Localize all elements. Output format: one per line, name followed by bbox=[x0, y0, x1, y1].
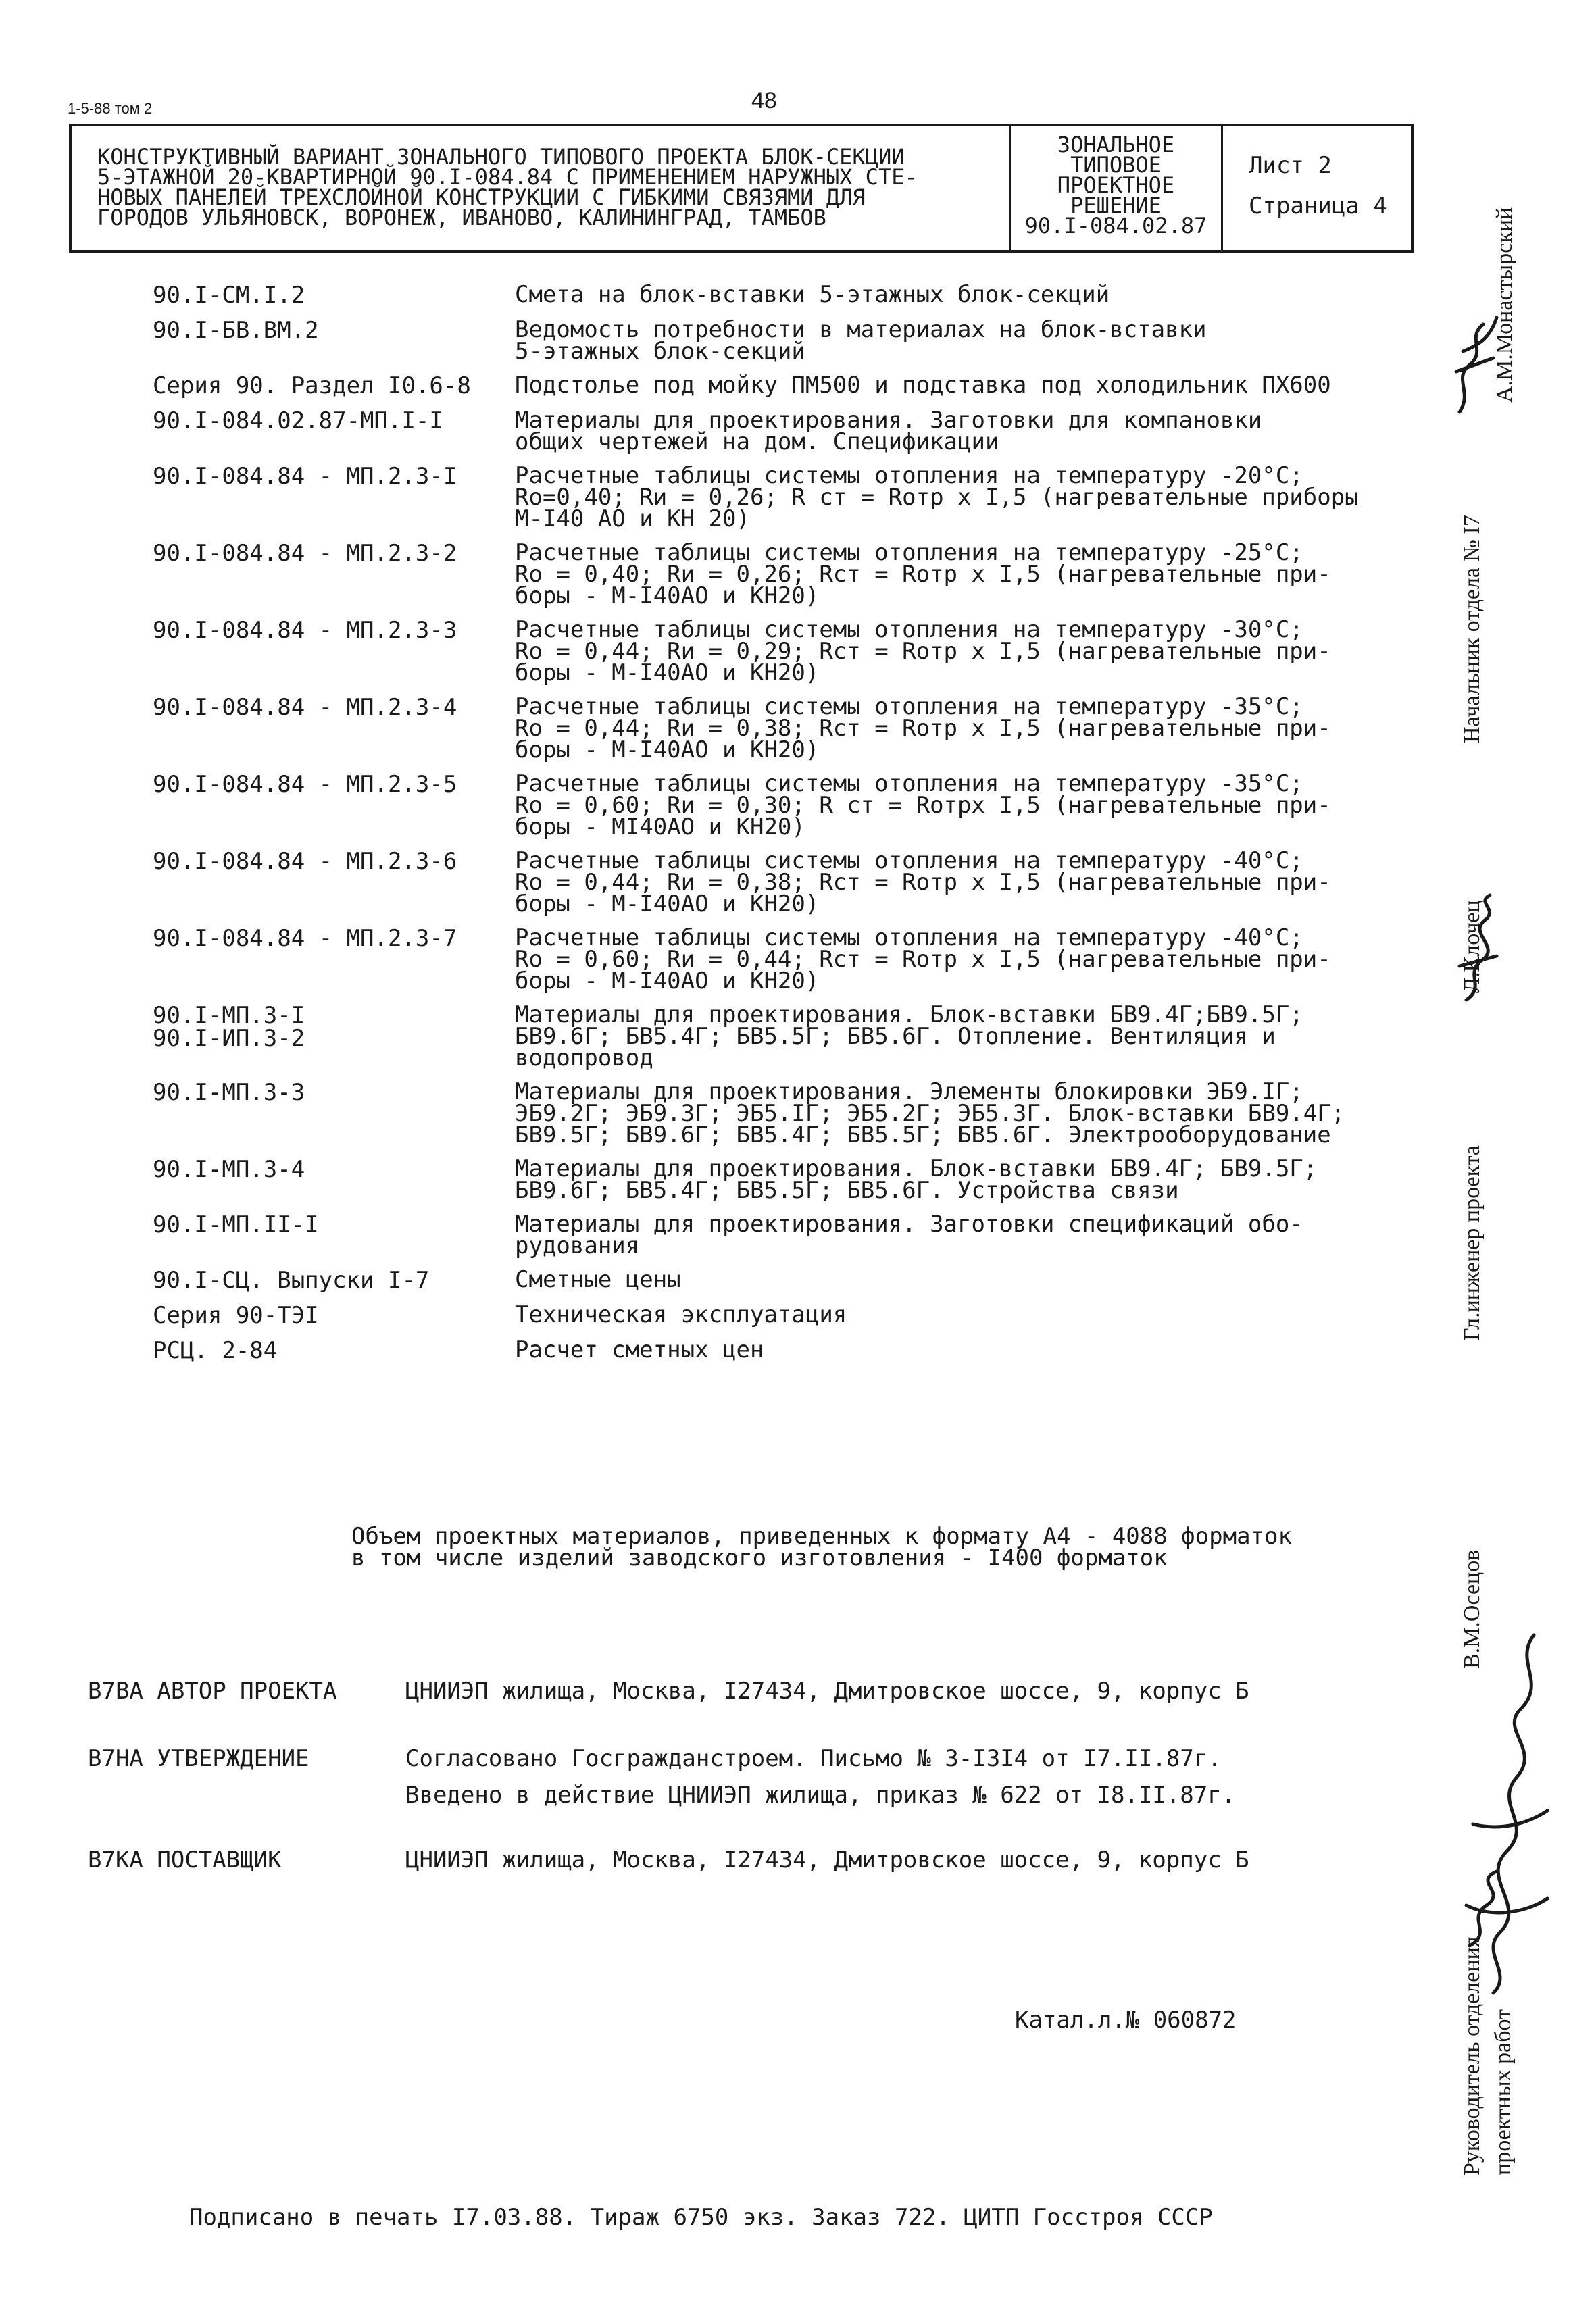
signer-role: Гл.инженер проекта bbox=[1460, 1145, 1485, 1341]
document-code: Серия 90-ТЭI bbox=[153, 1302, 319, 1329]
description-line: боры - М-I40АО и КН20) bbox=[515, 659, 820, 686]
list-item bbox=[153, 281, 1382, 309]
signature-icon bbox=[1453, 892, 1507, 1007]
list-item bbox=[153, 1078, 1382, 1149]
description-line: рудования bbox=[515, 1232, 640, 1259]
title-line: НОВЫХ ПАНЕЛЕЙ ТРЕХСЛОЙНОЙ КОНСТРУКЦИИ С ГИБКИМИ СВЯЗЯМИ ДЛЯ bbox=[97, 184, 866, 210]
print-footer: Подписано в печать I7.03.88. Тираж 6750 экз. Заказ 722. ЦИТП Госстроя СССР bbox=[189, 2204, 1213, 2231]
signer-role: проектных работ bbox=[1491, 2009, 1516, 2175]
description-line: Расчетные таблицы системы отопления на температуру -20°С; bbox=[515, 462, 1303, 489]
author-value: ЦНИИЭП жилища, Москва, I27434, Дмитровское шоссе, 9, корпус Б bbox=[405, 1678, 1249, 1705]
document-description bbox=[515, 374, 1382, 397]
description-line: Ro = 0,60; Rи = 0,30; R ст = Rотрx I,5 (нагревательные при- bbox=[515, 792, 1331, 819]
document-code: 90.I-084.84 - МП.2.3-3 bbox=[153, 617, 457, 644]
description-line: Расчетные таблицы системы отопления на температуру -30°С; bbox=[515, 616, 1303, 643]
description-line: Ro = 0,40; Rи = 0,26; Rст = Rотр x I,5 (нагревательные при- bbox=[515, 561, 1331, 588]
code-line: ЗОНАЛЬНОЕ bbox=[1057, 132, 1175, 157]
document-description bbox=[515, 1213, 1382, 1257]
description-line: БВ9.6Г; БВ5.4Г; БВ5.5Г; БВ5.6Г. Устройства связи bbox=[515, 1177, 1179, 1204]
volume-line: Объем проектных материалов, приведенных к формату А4 - 4088 форматок bbox=[351, 1523, 1292, 1550]
supplier-value: ЦНИИЭП жилища, Москва, I27434, Дмитровское шоссе, 9, корпус Б bbox=[405, 1846, 1249, 1873]
signature-icon bbox=[1460, 1865, 1514, 1953]
description-line: БВ9.6Г; БВ5.4Г; БВ5.5Г; БВ5.6Г. Отопление. Вентиляция и bbox=[515, 1023, 1276, 1050]
supplier-label: В7КА ПОСТАВЩИК bbox=[88, 1846, 282, 1873]
list-item bbox=[153, 693, 1382, 763]
list-item bbox=[153, 1213, 1382, 1257]
volume-reference: 1-5-88 том 2 bbox=[68, 100, 153, 117]
document-description bbox=[515, 616, 1382, 686]
document-description bbox=[515, 1155, 1382, 1204]
signer-name: В.М.Осецов bbox=[1460, 1549, 1485, 1669]
document-code: 90.I-084.84 - МП.2.3-2 bbox=[153, 540, 457, 567]
list-item bbox=[153, 409, 1382, 453]
list-item bbox=[153, 1155, 1382, 1204]
author-label: В7ВА АВТОР ПРОЕКТА bbox=[88, 1678, 337, 1705]
description-line: общих чертежей на дом. Спецификации bbox=[515, 428, 999, 455]
project-code bbox=[1011, 126, 1223, 250]
document-description bbox=[515, 281, 1382, 308]
description-line: Подстолье под мойку ПМ500 и подставка под холодильник ПХ600 bbox=[515, 372, 1331, 399]
description-line: Ro=0,40; Rи = 0,26; R ст = Rотр x I,5 (нагревательные приборы bbox=[515, 484, 1359, 511]
list-item bbox=[153, 1301, 1382, 1329]
code-line: ПРОЕКТНОЕ bbox=[1057, 172, 1175, 198]
description-line: ЭБ9.2Г; ЭБ9.3Г; ЭБ5.IГ; ЭБ5.2Г; ЭБ5.3Г. Блок-вставки БВ9.4Г; bbox=[515, 1100, 1345, 1127]
description-line: М-I40 АО и КН 20) bbox=[515, 505, 750, 532]
list-item bbox=[153, 847, 1382, 917]
description-line: Расчет сметных цен bbox=[515, 1336, 764, 1363]
approval-value: Согласовано Госгражданстроем. Письмо № 3-I3I4 от I7.II.87г. bbox=[405, 1745, 1222, 1772]
volume-line: в том числе изделий заводского изготовления - I400 форматок bbox=[351, 1544, 1168, 1571]
sheet-number: Лист 2 bbox=[1249, 152, 1332, 179]
document-code: Серия 90. Раздел I0.6-8 bbox=[153, 372, 471, 399]
description-line: Расчетные таблицы системы отопления на температуру -40°С; bbox=[515, 924, 1303, 951]
description-line: Ro = 0,44; Rи = 0,38; Rст = Rотр x I,5 (нагревательные при- bbox=[515, 869, 1331, 896]
document-description bbox=[515, 693, 1382, 763]
sheet-info bbox=[1223, 126, 1411, 250]
document-code: 90.I-СЦ. Выпуски I-7 bbox=[153, 1267, 430, 1294]
list-item bbox=[153, 539, 1382, 609]
description-line: водопровод bbox=[515, 1045, 653, 1072]
catalog-number: Катал.л.№ 060872 bbox=[1015, 2007, 1237, 2034]
document-description bbox=[515, 1266, 1382, 1293]
list-item bbox=[153, 1336, 1382, 1364]
description-line: Ro = 0,44; Rи = 0,38; Rст = Rотр x I,5 (нагревательные при- bbox=[515, 715, 1331, 742]
document-description bbox=[515, 462, 1382, 532]
list-item bbox=[153, 1266, 1382, 1294]
description-line: боры - МI40АО и КН20) bbox=[515, 813, 805, 840]
description-line: БВ9.5Г; БВ9.6Г; БВ5.4Г; БВ5.5Г; БВ5.6Г. Электрооборудование bbox=[515, 1122, 1331, 1149]
page-label: Страница 4 bbox=[1249, 193, 1387, 220]
document-description bbox=[515, 770, 1382, 840]
document-description bbox=[515, 847, 1382, 917]
title-line: ГОРОДОВ УЛЬЯНОВСК, ВОРОНЕЖ, ИВАНОВО, КАЛИНИНГРАД, ТАМБОВ bbox=[97, 205, 826, 230]
document-code: 90.I-МП.II-I bbox=[153, 1211, 319, 1238]
document-code: 90.I-084.84 - МП.2.3-6 bbox=[153, 848, 457, 875]
description-line: боры - М-I40АО и КН20) bbox=[515, 736, 820, 763]
project-title bbox=[72, 126, 1011, 250]
description-line: 5-этажных блок-секций bbox=[515, 338, 805, 365]
description-line: боры - М-I40АО и КН20) bbox=[515, 582, 820, 609]
description-line: Материалы для проектирования. Блок-вставки БВ9.4Г;БВ9.5Г; bbox=[515, 1001, 1303, 1028]
document-code: 90.I-МП.3-4 bbox=[153, 1156, 305, 1183]
title-line: КОНСТРУКТИВНЫЙ ВАРИАНТ ЗОНАЛЬНОГО ТИПОВОГО ПРОЕКТА БЛОК-СЕКЦИИ bbox=[97, 144, 905, 170]
document-description bbox=[515, 1301, 1382, 1328]
signature-icon bbox=[1446, 311, 1507, 419]
list-item bbox=[153, 770, 1382, 840]
document-description bbox=[515, 1336, 1382, 1363]
document-description bbox=[515, 1078, 1382, 1149]
document-list bbox=[153, 281, 1382, 1374]
document-code: 90.I-084.84 - МП.2.3-I bbox=[153, 463, 457, 490]
title-block bbox=[69, 124, 1414, 253]
document-description bbox=[515, 1001, 1382, 1072]
description-line: Расчетные таблицы системы отопления на температуру -35°С; bbox=[515, 770, 1303, 797]
list-item bbox=[153, 462, 1382, 532]
signer-name: Л.Клочец bbox=[1460, 900, 1485, 993]
description-line: боры - М-I40АО и КН20) bbox=[515, 967, 820, 995]
signer-role: Руководитель отделения bbox=[1460, 1936, 1485, 2175]
document-code: 90.I-084.02.87-МП.I-I bbox=[153, 407, 443, 434]
document-code: 90.I-084.84 - МП.2.3-5 bbox=[153, 771, 457, 798]
description-line: Смета на блок-вставки 5-этажных блок-секций bbox=[515, 281, 1110, 308]
list-item bbox=[153, 316, 1382, 365]
document-description bbox=[515, 924, 1382, 995]
volume-note bbox=[351, 1523, 1292, 1571]
document-code: 90.I-СМ.I.2 bbox=[153, 282, 305, 309]
page-number: 48 bbox=[751, 88, 777, 114]
list-item bbox=[153, 924, 1382, 995]
document-code: 90.I-МП.3-3 bbox=[153, 1079, 305, 1106]
description-line: Расчетные таблицы системы отопления на температуру -35°С; bbox=[515, 693, 1303, 720]
description-line: Сметные цены bbox=[515, 1266, 681, 1293]
approval-value: Введено в действие ЦНИИЭП жилища, приказ № 622 от I8.II.87г. bbox=[405, 1782, 1236, 1809]
signer-role: Начальник отдела № I7 bbox=[1460, 515, 1485, 743]
title-line: 5-ЭТАЖНОЙ 20-КВАРТИРНОЙ 90.I-084.84 С ПРИМЕНЕНИЕМ НАРУЖНЫХ СТЕ- bbox=[97, 164, 918, 190]
description-line: Техническая эксплуатация bbox=[515, 1301, 847, 1328]
approval-label: В7НА УТВЕРЖДЕНИЕ bbox=[88, 1745, 309, 1772]
description-line: Материалы для проектирования. Элементы блокировки ЭБ9.IГ; bbox=[515, 1078, 1303, 1105]
description-line: Материалы для проектирования. Блок-вставки БВ9.4Г; БВ9.5Г; bbox=[515, 1155, 1318, 1182]
description-line: Ro = 0,44; Rи = 0,29; Rст = Rотр x I,5 (нагревательные при- bbox=[515, 638, 1331, 665]
list-item bbox=[153, 1001, 1382, 1072]
description-line: Ведомость потребности в материалах на блок-вставки bbox=[515, 316, 1207, 343]
code-line: 90.I-084.02.87 bbox=[1024, 213, 1207, 238]
document-description bbox=[515, 316, 1382, 365]
list-item bbox=[153, 374, 1382, 397]
signer-name: А.М.Монастырский bbox=[1492, 207, 1517, 403]
description-line: Расчетные таблицы системы отопления на температуру -25°С; bbox=[515, 539, 1303, 566]
document-code: 90.I-084.84 - МП.2.3-7 bbox=[153, 925, 457, 952]
code-line: РЕШЕНИЕ bbox=[1070, 193, 1162, 218]
description-line: Ro = 0,60; Rи = 0,44; Rст = Rотр x I,5 (нагревательные при- bbox=[515, 946, 1331, 973]
description-line: Материалы для проектирования. Заготовки для компановки bbox=[515, 407, 1262, 434]
code-line: ТИПОВОЕ bbox=[1070, 152, 1162, 178]
description-line: боры - М-I40АО и КН20) bbox=[515, 890, 820, 917]
description-line: Расчетные таблицы системы отопления на температуру -40°С; bbox=[515, 847, 1303, 874]
list-item bbox=[153, 616, 1382, 686]
document-code: 90.I-БВ.ВМ.2 bbox=[153, 317, 319, 344]
description-line: Материалы для проектирования. Заготовки спецификаций обо- bbox=[515, 1211, 1303, 1238]
document-code: РСЦ. 2-84 bbox=[153, 1337, 278, 1364]
document-description bbox=[515, 539, 1382, 609]
document-code: 90.I-МП.3-I 90.I-ИП.3-2 bbox=[153, 1002, 305, 1052]
document-code: 90.I-084.84 - МП.2.3-4 bbox=[153, 694, 457, 721]
document-description bbox=[515, 409, 1382, 453]
